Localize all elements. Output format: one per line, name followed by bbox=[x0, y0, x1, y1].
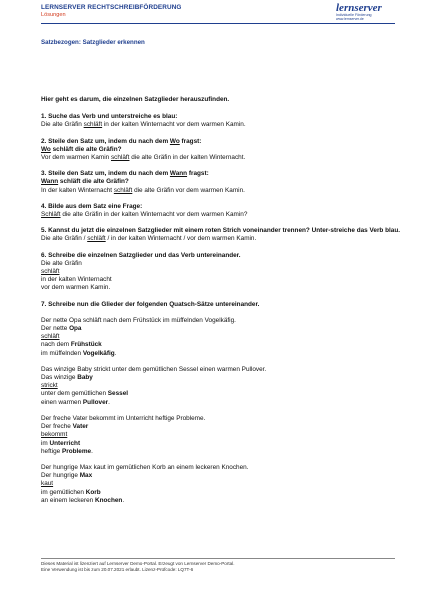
answer-text: die alte Gräfin in der kalten Winternacht vor dem warmen Kamin? bbox=[60, 211, 248, 219]
answer-line bbox=[41, 440, 401, 448]
noun-bold: Baby bbox=[77, 374, 93, 382]
answer-line bbox=[41, 374, 401, 382]
task-1 bbox=[41, 113, 401, 129]
example-4 bbox=[41, 464, 401, 505]
task-heading: 5. Kannst du jetzt die einzelnen Satzglieder mit einem roten Strich voneinander trennen? Unter-streiche das Verb blau. bbox=[41, 227, 401, 235]
answer-text: Der hungrige bbox=[41, 472, 80, 480]
answer-text: . bbox=[91, 447, 93, 455]
answer-text: Die alte Gräfin bbox=[41, 121, 84, 129]
brand-subtitle: Lösungen bbox=[41, 12, 66, 18]
logo-wordmark: lernserver bbox=[336, 2, 382, 14]
noun-bold: Knochen bbox=[95, 496, 123, 504]
example-1 bbox=[41, 317, 401, 358]
question-word: Wann bbox=[41, 178, 59, 186]
worksheet-content bbox=[41, 96, 401, 513]
verb-underlined: schläft bbox=[113, 186, 133, 194]
answer-text: unter dem gemütlichen bbox=[41, 390, 108, 398]
header-left bbox=[41, 4, 182, 18]
answer-line bbox=[41, 423, 401, 431]
answer-text: . bbox=[122, 496, 125, 504]
verb-underlined: schläft bbox=[87, 235, 106, 243]
task-6 bbox=[41, 252, 401, 293]
task-3 bbox=[41, 170, 401, 195]
noun-bold: Frühstück bbox=[70, 341, 102, 349]
answer-text: Vor dem warmen Kamin bbox=[41, 154, 111, 162]
answer-line: Die alte Gräfin bbox=[41, 259, 82, 267]
answer-text: In der kalten Winternacht bbox=[41, 186, 114, 194]
verb-underlined: strickt bbox=[41, 382, 58, 390]
example-sentence: Der freche Vater bekommt im Unterricht heftige Probleme. bbox=[41, 414, 206, 422]
example-sentence: Der hungrige Max kaut im gemütlichen Korb an einem leckeren Knochen. bbox=[41, 463, 249, 471]
answer-text: die alte Gräfin in der kalten Winternacht. bbox=[129, 154, 246, 162]
example-sentence: Der nette Opa schläft nach dem Frühstück im müffelnden Vogelkäfig. bbox=[41, 316, 236, 324]
task-answer bbox=[41, 187, 401, 195]
verb-underlined: Schläft bbox=[41, 211, 61, 219]
task-answer bbox=[41, 235, 401, 243]
task-heading bbox=[41, 170, 401, 178]
answer-line bbox=[41, 472, 401, 480]
task-2 bbox=[41, 138, 401, 163]
question-text: schläft die alte Gräfin? bbox=[58, 178, 129, 186]
answer-line bbox=[41, 489, 401, 497]
noun-bold: Sessel bbox=[107, 390, 129, 398]
answer-text: . bbox=[114, 349, 117, 357]
task-5 bbox=[41, 227, 401, 243]
intro-text: Hier geht es darum, die einzelnen Satzglieder herauszufinden. bbox=[41, 96, 230, 103]
task-answer bbox=[41, 121, 401, 129]
noun-bold: Pullover bbox=[82, 398, 109, 406]
example-2 bbox=[41, 366, 401, 407]
answer-line bbox=[41, 448, 401, 456]
answer-text: im bbox=[41, 439, 50, 447]
task-heading: 1. Suche das Verb und unterstreiche es blau: bbox=[41, 113, 178, 121]
task-heading: 4. Bilde aus dem Satz eine Frage: bbox=[41, 202, 143, 210]
verb-underlined: bekommt bbox=[41, 431, 68, 439]
question-word: Wo bbox=[169, 137, 180, 145]
footer bbox=[41, 561, 235, 572]
task-heading: 6. Schreibe die einzelnen Satzglieder und das Verb untereinander. bbox=[41, 251, 241, 259]
verb-underlined: schläft bbox=[41, 333, 60, 341]
task-question bbox=[41, 178, 401, 186]
example-sentence: Das winzige Baby strickt unter dem gemütlichen Sessel einen warmen Pullover. bbox=[41, 365, 267, 373]
question-word: Wann bbox=[169, 170, 188, 178]
header-divider bbox=[41, 23, 395, 24]
answer-text: im müffelnden bbox=[41, 349, 83, 357]
answer-text: Der nette bbox=[41, 325, 70, 333]
heading-text: 3. Steile den Satz um, indem du nach dem bbox=[41, 170, 170, 178]
answer-line bbox=[41, 399, 401, 407]
verb-underlined: schläft bbox=[110, 154, 130, 162]
logo-tagline: Individuelle Förderung bbox=[336, 13, 372, 17]
noun-bold: Korb bbox=[85, 488, 101, 496]
answer-line bbox=[41, 497, 401, 505]
answer-line: in der kalten Winternacht bbox=[41, 276, 112, 284]
task-heading bbox=[41, 138, 401, 146]
question-word: Wo bbox=[41, 145, 51, 153]
answer-line bbox=[41, 390, 401, 398]
answer-text: Die alte Gräfin / bbox=[41, 235, 88, 243]
answer-line bbox=[41, 325, 401, 333]
license-line: Eine Verwendung ist bis zum 20.07.2021 erlaubt. Lizenz-Prüfcode: LQ7T-6 bbox=[41, 566, 194, 572]
answer-text: heftige bbox=[41, 447, 62, 455]
heading-text: 2. Steile den Satz um, indem du nach dem bbox=[41, 137, 170, 145]
answer-line bbox=[41, 341, 401, 349]
brand-title: LERNSERVER RECHTSCHREIBFÖRDERUNG bbox=[41, 4, 182, 11]
task-7 bbox=[41, 301, 401, 505]
answer-line bbox=[41, 350, 401, 358]
document-title: Satzbezogen: Satzglieder erkennen bbox=[41, 39, 145, 46]
answer-text: nach dem bbox=[41, 341, 71, 349]
answer-text: einen warmen bbox=[41, 398, 83, 406]
answer-text: Das winzige bbox=[41, 374, 78, 382]
answer-text: die alte Gräfin vor dem warmen Kamin. bbox=[132, 186, 245, 194]
task-answer bbox=[41, 154, 401, 162]
heading-text: fragst: bbox=[187, 170, 209, 178]
answer-text: an einem leckeren bbox=[41, 496, 95, 504]
logo-url: www.lernserver.de bbox=[336, 17, 364, 21]
footer-divider bbox=[41, 558, 395, 559]
noun-bold: Vater bbox=[72, 423, 89, 431]
noun-bold: Vogelkäfig bbox=[82, 349, 115, 357]
verb-underlined: schläft bbox=[83, 121, 103, 129]
question-text: schläft die alte Gräfin? bbox=[50, 145, 122, 153]
answer-text: . bbox=[108, 398, 110, 406]
answer-line: vor dem warmen Kamin. bbox=[41, 284, 111, 292]
verb-underlined: kaut bbox=[41, 480, 54, 488]
answer-text: in der kalten Winternacht vor dem warmen Kamin. bbox=[102, 121, 246, 129]
example-3 bbox=[41, 415, 401, 456]
verb-underlined: schläft bbox=[41, 268, 60, 276]
noun-bold: Unterricht bbox=[49, 439, 81, 447]
noun-bold: Max bbox=[79, 472, 93, 480]
answer-text: im gemütlichen bbox=[41, 488, 86, 496]
answer-text: Der freche bbox=[41, 423, 73, 431]
heading-text: fragst: bbox=[179, 137, 202, 145]
noun-bold: Opa bbox=[69, 325, 82, 333]
task-4 bbox=[41, 203, 401, 219]
noun-bold: Probleme bbox=[61, 447, 92, 455]
task-answer bbox=[41, 211, 401, 219]
answer-text: / in der kalten Winternacht / vor dem warmen Kamin. bbox=[105, 235, 257, 243]
license-line: Dieses Material ist lizenziert auf Lernserver Demo-Portal. Erzeugt von Lernserver Demo-Portal. bbox=[41, 561, 235, 566]
task-question bbox=[41, 146, 401, 154]
task-heading: 7. Schreibe nun die Glieder der folgenden Quatsch-Sätze untereinander. bbox=[41, 300, 260, 308]
lernserver-logo bbox=[336, 3, 396, 21]
